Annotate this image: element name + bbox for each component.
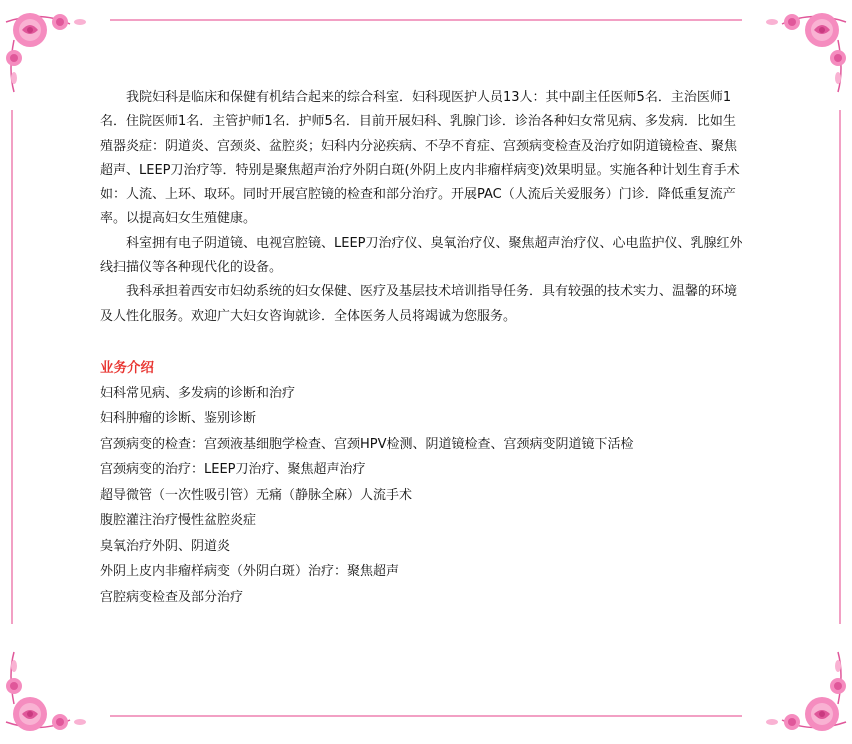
service-item: 宫腔病变检查及部分治疗	[100, 589, 244, 605]
services-heading: 业务介绍	[100, 359, 154, 376]
frame-left-line	[11, 110, 13, 624]
frame-right-line	[839, 110, 841, 624]
article-body	[100, 86, 745, 610]
service-item: 臭氧治疗外阴、阴道炎	[100, 538, 231, 554]
frame-top-line	[110, 19, 742, 21]
rose-ornament-icon	[732, 0, 852, 95]
service-item: 外阴上皮内非瘤样病变（外阴白斑）治疗：聚焦超声	[100, 564, 400, 580]
equipment-paragraph: 科室拥有电子阴道镜、电视宫腔镜、LEEP刀治疗仪、臭氧治疗仪、聚焦超声治疗仪、心电监护仪、乳腺红外线扫描仪等各种现代化的设备。	[100, 235, 743, 276]
service-item: 宫颈病变的治疗：LEEP刀治疗、聚焦超声治疗	[100, 462, 366, 478]
frame-bottom-line	[110, 715, 742, 717]
service-item: 妇科肿瘤的诊断、鉴别诊断	[100, 411, 257, 427]
service-item: 妇科常见病、多发病的诊断和治疗	[100, 385, 296, 401]
rose-ornament-icon	[0, 649, 120, 744]
service-commitment-paragraph: 我科承担着西安市妇幼系统的妇女保健、医疗及基层技术培训指导任务．具有较强的技术实力、温馨的环境及人性化服务。欢迎广大妇女咨询就诊．全体医务人员将竭诚为您服务。	[100, 284, 738, 324]
service-item: 宫颈病变的检查：宫颈液基细胞学检查、宫颈HPV检测、阴道镜检查、宫颈病变阴道镜下活检	[100, 436, 634, 452]
rose-ornament-icon	[0, 0, 120, 95]
rose-ornament-icon	[732, 649, 852, 744]
service-item: 超导微管（一次性吸引管）无痛（静脉全麻）人流手术	[100, 487, 413, 503]
service-item: 腹腔灌注治疗慢性盆腔炎症	[100, 513, 257, 529]
intro-paragraph: 我院妇科是临床和保健有机结合起来的综合科室．妇科现医护人员13人：其中副主任医师5名．主治医师1名．住院医师1名．主管护师1名．护师5名．目前开展妇科、乳腺门诊．诊治各种妇女常见病、多发病．比如生殖器炎症：阴道炎、宫颈炎、盆腔炎；妇科内分泌疾病、不孕不育症、宫颈病变检查及治疗如阴道镜检查、聚焦超声、LEEP刀治疗等．特别是聚焦超声治疗外阴白斑(外阴上皮内非瘤样病变)效果明显。实施各种计划生育手术如：人流、上环、取环。同时开展宫腔镜的检查和部分治疗。开展PAC（人流后关爱服务）门诊．降低重复流产率。以提高妇女生殖健康。	[100, 90, 740, 227]
